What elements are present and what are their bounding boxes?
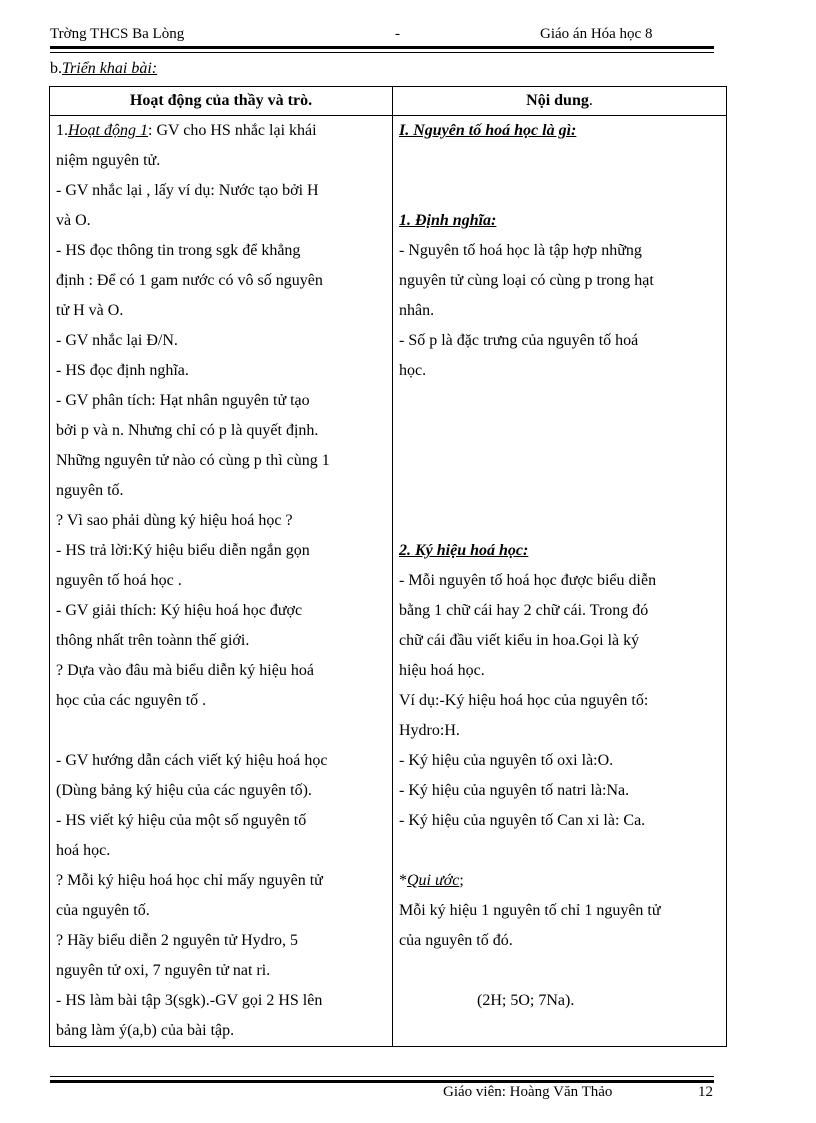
activity-line: (Dùng bảng ký hiệu của các nguyên tố).: [56, 782, 312, 799]
lesson-table: [49, 86, 727, 1047]
content-line: Hydro:H.: [399, 722, 460, 739]
content-line: - Ký hiệu của nguyên tố Can xi là: Ca.: [399, 812, 646, 829]
activity-line: định : Để có 1 gam nước có vô số nguyên: [56, 272, 323, 289]
content-line-blank: [399, 446, 720, 476]
header-rule-thin: [50, 52, 714, 53]
activity-line: - HS làm bài tập 3(sgk).-GV gọi 2 HS lên: [56, 992, 323, 1009]
content-line-blank: [399, 506, 720, 536]
subheading-symbol: 2. Ký hiệu hoá học:: [399, 542, 529, 559]
activity-line: - HS trả lời:Ký hiệu biểu diễn ngắn gọn: [56, 542, 310, 559]
header-dash: -: [395, 26, 400, 42]
activity-line: bởi p và n. Nhưng chỉ có p là quyết định.: [56, 422, 319, 439]
content-line-blank: [399, 176, 720, 206]
section-heading-1: I. Nguyên tố hoá học là gì:: [399, 122, 577, 139]
activity-line: Những nguyên tử nào có cùng p thì cùng 1: [56, 452, 330, 469]
convention-title: Qui ước: [407, 872, 460, 889]
activity-line: - GV nhắc lại Đ/N.: [56, 332, 178, 349]
footer-teacher: Giáo viên: Hoàng Văn Thảo: [443, 1084, 613, 1100]
activity-line: ? Hãy biểu diễn 2 nguyên tử Hydro, 5: [56, 932, 298, 949]
activity-line: hoá học.: [56, 842, 111, 859]
subheading-definition: 1. Định nghĩa:: [399, 212, 497, 229]
example-answer: (2H; 5O; 7Na).: [477, 992, 575, 1009]
content-line: - Nguyên tố hoá học là tập hợp những: [399, 242, 642, 259]
content-line-blank: [399, 836, 720, 866]
footer-rule-thick: [50, 1080, 714, 1083]
content-line-blank: [399, 416, 720, 446]
content-line-blank: [399, 956, 720, 986]
content-line: nhân.: [399, 302, 435, 319]
col-header-content-label: Nội dung: [526, 92, 589, 109]
header-school: Trờng THCS Ba Lòng: [50, 26, 185, 42]
content-line: hiệu hoá học.: [399, 662, 485, 679]
col-header-content: [393, 87, 727, 116]
activity-line: tử H và O.: [56, 302, 124, 319]
activity-line: niệm nguyên tử.: [56, 152, 161, 169]
activity-line: ? Vì sao phải dùng ký hiệu hoá học ?: [56, 512, 293, 529]
activity-line: bảng làm ý(a,b) của bài tập.: [56, 1022, 235, 1039]
section-subtitle: [50, 60, 157, 78]
col-header-activities: Hoạt động của thầy và trò.: [50, 87, 393, 116]
activity-1-rest: : GV cho HS nhắc lại khái: [148, 122, 317, 139]
subtitle-text: Triển khai bài:: [62, 60, 158, 77]
footer-page-number: 12: [698, 1084, 713, 1100]
activity-line: học của các nguyên tố .: [56, 692, 207, 709]
activity-line: nguyên tố hoá học .: [56, 572, 182, 589]
header-subject: Giáo án Hóa học 8: [540, 26, 653, 42]
activities-cell: [50, 116, 393, 1047]
content-line: của nguyên tố đó.: [399, 932, 513, 949]
activity-line: nguyên tử oxi, 7 nguyên tử nat ri.: [56, 962, 271, 979]
table-header-row: [50, 87, 727, 116]
content-line-blank: [399, 386, 720, 416]
activity-line-blank: [56, 716, 386, 746]
activity-line: - HS đọc thông tin trong sgk để khẳng: [56, 242, 301, 259]
activity-line: - GV phân tích: Hạt nhân nguyên tử tạo: [56, 392, 310, 409]
convention-suffix: ;: [459, 872, 464, 889]
convention-line: [399, 866, 720, 896]
activity-line: - HS đọc định nghĩa.: [56, 362, 189, 379]
activity-line: - GV giải thích: Ký hiệu hoá học được: [56, 602, 303, 619]
activity-line: của nguyên tố.: [56, 902, 150, 919]
activity-line: [56, 116, 386, 146]
content-line: Ví dụ:-Ký hiệu hoá học của nguyên tố:: [399, 692, 649, 709]
activity-1-title: Hoạt động 1: [68, 122, 148, 139]
activity-line: ? Mỗi ký hiệu hoá học chỉ mấy nguyên tử: [56, 872, 323, 889]
activity-prefix: 1.: [56, 122, 68, 139]
content-line: học.: [399, 362, 427, 379]
content-cell: [393, 116, 727, 1047]
activity-line: và O.: [56, 212, 91, 229]
col-header-content-dot: .: [588, 92, 593, 109]
activity-line: ? Dựa vào đâu mà biểu diễn ký hiệu hoá: [56, 662, 314, 679]
content-line: Mỗi ký hiệu 1 nguyên tố chỉ 1 nguyên tử: [399, 902, 661, 919]
content-line-blank: [399, 476, 720, 506]
content-line: nguyên tử cùng loại có cùng p trong hạt: [399, 272, 654, 289]
activity-line: - HS viết ký hiệu của một số nguyên tố: [56, 812, 307, 829]
content-line: chữ cái đầu viết kiểu in hoa.Gọi là ký: [399, 632, 640, 649]
convention-prefix: *: [399, 872, 407, 889]
content-line: - Ký hiệu của nguyên tố oxi là:O.: [399, 752, 614, 769]
content-line-blank: [399, 146, 720, 176]
footer-rule-thin: [50, 1076, 714, 1077]
content-line: bằng 1 chữ cái hay 2 chữ cái. Trong đó: [399, 602, 649, 619]
activity-line: - GV nhắc lại , lấy ví dụ: Nước tạo bởi H: [56, 182, 319, 199]
content-line: - Số p là đặc trưng của nguyên tố hoá: [399, 332, 639, 349]
table-body-row: [50, 116, 727, 1047]
content-line: - Mỗi nguyên tố hoá học được biểu diễn: [399, 572, 657, 589]
activity-line: - GV hướng dẫn cách viết ký hiệu hoá học: [56, 752, 328, 769]
activity-line: thông nhất trên toànn thế giới.: [56, 632, 250, 649]
content-line: - Ký hiệu của nguyên tố natri là:Na.: [399, 782, 630, 799]
activity-line: nguyên tố.: [56, 482, 124, 499]
header-rule-thick: [50, 46, 714, 49]
subtitle-prefix: b.: [50, 60, 62, 77]
